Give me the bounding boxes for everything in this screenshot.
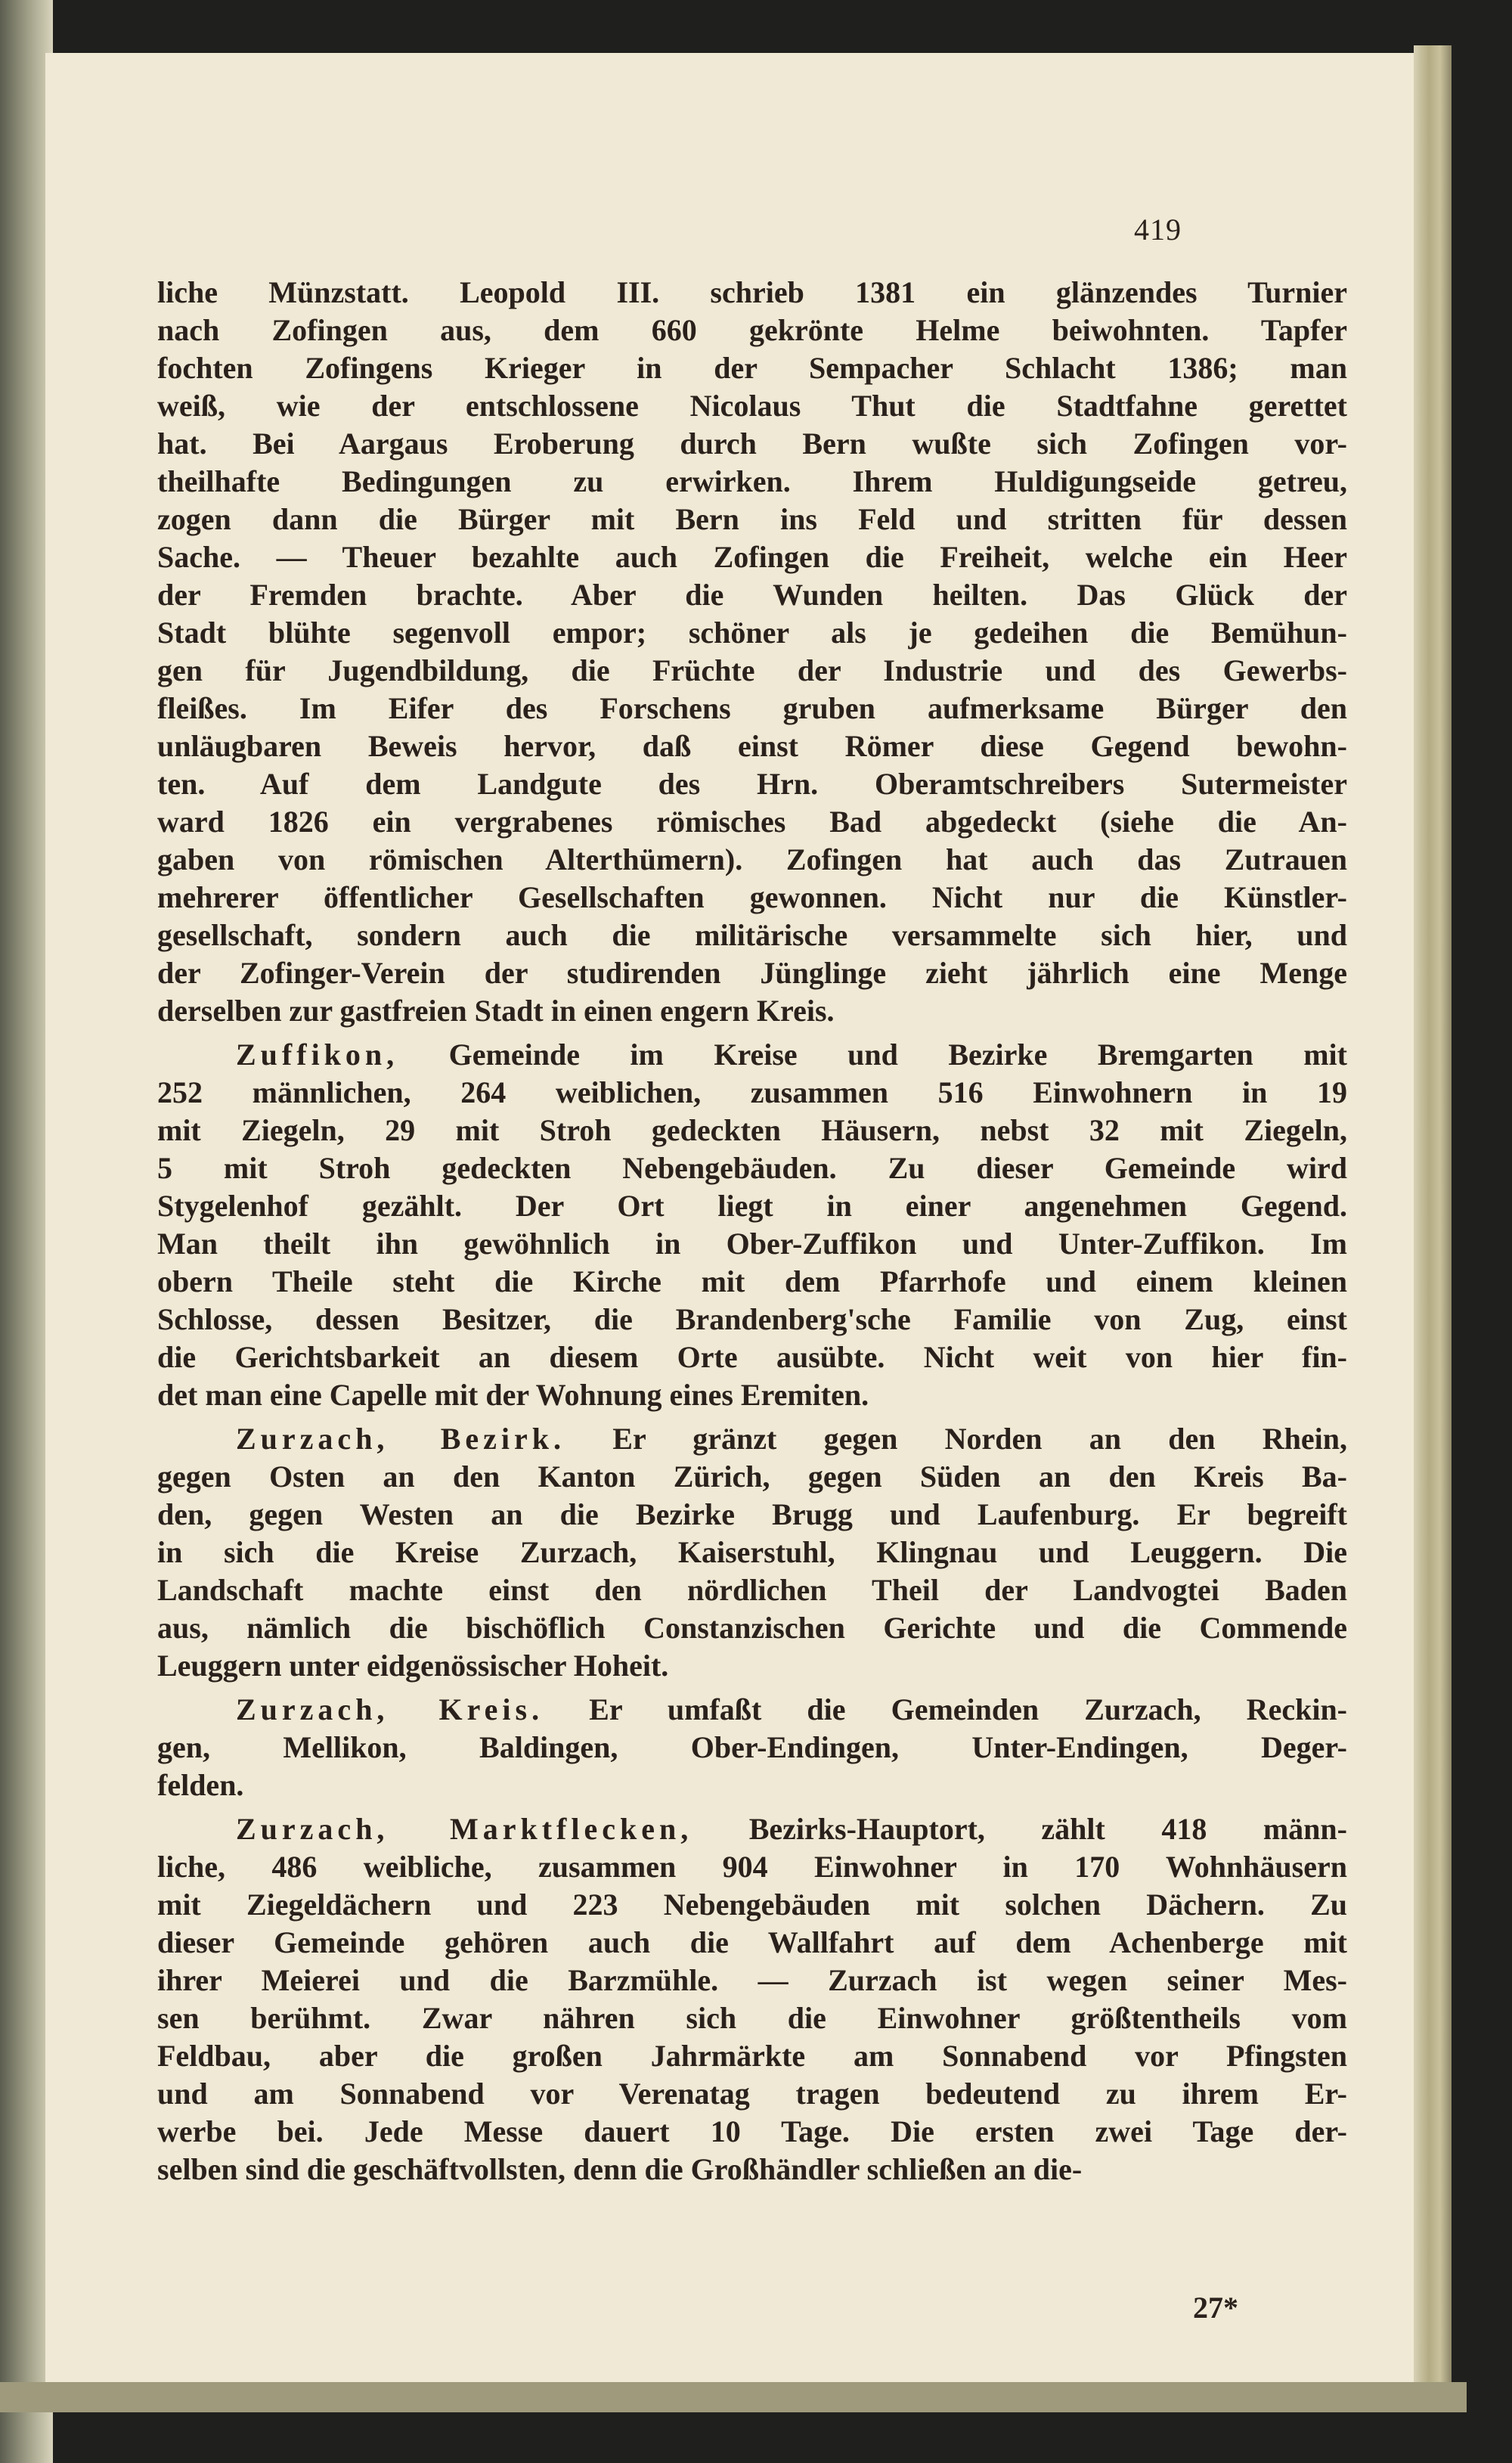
text-line (157, 274, 1347, 312)
line-text: der Fremden brachte. Aber die Wunden heilten. Das Glück der (157, 578, 1347, 612)
text-line (157, 765, 1347, 803)
line-text: unläugbaren Beweis hervor, daß einst Römer diese Gegend bewohn- (157, 729, 1347, 763)
line-text: die Gerichtsbarkeit an diesem Orte ausübte. Nicht weit von hier fin- (157, 1340, 1347, 1374)
line-text: liche Münzstatt. Leopold III. schrieb 1381 ein glänzendes Turnier (157, 275, 1347, 309)
entry-heading: Zurzach, Kreis. (236, 1692, 544, 1726)
line-text: werbe bei. Jede Messe dauert 10 Tage. Die ersten zwei Tage der- (157, 2114, 1347, 2148)
line-text: zogen dann die Bürger mit Bern ins Feld und stritten für dessen (157, 502, 1347, 536)
paragraph (157, 1691, 1347, 1804)
line-text: 252 männlichen, 264 weiblichen, zusammen 516 Einwohnern in 19 (157, 1075, 1347, 1109)
text-line (157, 803, 1347, 841)
text-line (157, 1691, 1347, 1729)
book-cover-edge (0, 2382, 1467, 2412)
entry-heading: Zurzach, Bezirk. (236, 1422, 565, 1456)
signature-mark: 27* (1193, 2291, 1238, 2325)
text-line (157, 1339, 1347, 1376)
text-line (157, 2037, 1347, 2075)
text-line (157, 1376, 1347, 1414)
entry-heading: Zuffikon, (236, 1038, 399, 1072)
text-line (157, 1609, 1347, 1647)
line-text: Bezirks-Hauptort, zählt 418 männ- (692, 1812, 1347, 1846)
text-line (157, 1729, 1347, 1767)
text-line (157, 1036, 1347, 1074)
line-text: felden. (157, 1768, 244, 1802)
text-line (157, 1074, 1347, 1112)
line-text: ward 1826 ein vergrabenes römisches Bad abgedeckt (siehe die An- (157, 805, 1347, 839)
text-line (157, 1301, 1347, 1339)
text-line (157, 1647, 1347, 1685)
line-text: nach Zofingen aus, dem 660 gekrönte Helme beiwohnten. Tapfer (157, 313, 1347, 347)
text-line (157, 576, 1347, 614)
line-text: gen für Jugendbildung, die Früchte der Industrie und des Gewerbs- (157, 653, 1347, 687)
line-text: fochten Zofingens Krieger in der Sempacher Schlacht 1386; man (157, 351, 1347, 385)
line-text: Leuggern unter eidgenössischer Hoheit. (157, 1649, 669, 1683)
line-text: selben sind die geschäftvollsten, denn die Großhändler schließen an die- (157, 2152, 1083, 2186)
line-text: derselben zur gastfreien Stadt in einen engern Kreis. (157, 994, 835, 1028)
line-text: theilhafte Bedingungen zu erwirken. Ihrem Huldigungseide getreu, (157, 464, 1347, 498)
line-text: den, gegen Westen an die Bezirke Brugg und Laufenburg. Er begreift (157, 1497, 1347, 1531)
page-edges (1414, 45, 1452, 2397)
text-line (157, 1886, 1347, 1924)
text-line (157, 879, 1347, 917)
text-line (157, 1962, 1347, 1999)
paragraph (157, 1810, 1347, 2188)
line-text: fleißes. Im Eifer des Forschens gruben aufmerksame Bürger den (157, 691, 1347, 725)
line-text: mit Ziegeldächern und 223 Nebengebäuden mit solchen Dächern. Zu (157, 1888, 1347, 1922)
text-line (157, 463, 1347, 501)
entry-heading: Zurzach, Marktflecken, (236, 1812, 693, 1846)
line-text: der Zofinger-Verein der studirenden Jünglinge zieht jährlich eine Menge (157, 956, 1347, 990)
text-line (157, 2151, 1347, 2188)
text-line (157, 2113, 1347, 2151)
text-line (157, 1534, 1347, 1571)
line-text: gen, Mellikon, Baldingen, Ober-Endingen, Unter-Endingen, Deger- (157, 1730, 1347, 1764)
text-line (157, 727, 1347, 765)
text-line (157, 1420, 1347, 1458)
text-line (157, 1571, 1347, 1609)
text-line (157, 1999, 1347, 2037)
body-text (157, 274, 1347, 2195)
paragraph (157, 274, 1347, 1030)
text-line (157, 690, 1347, 727)
line-text: Er gränzt gegen Norden an den Rhein, (565, 1422, 1347, 1456)
text-line (157, 1848, 1347, 1886)
text-line (157, 501, 1347, 538)
line-text: weiß, wie der entschlossene Nicolaus Thut die Stadtfahne gerettet (157, 389, 1347, 423)
text-line (157, 1187, 1347, 1225)
text-line (157, 917, 1347, 954)
line-text: sen berühmt. Zwar nähren sich die Einwohner größtentheils vom (157, 2001, 1347, 2035)
line-text: mit Ziegeln, 29 mit Stroh gedeckten Häusern, nebst 32 mit Ziegeln, (157, 1113, 1347, 1147)
line-text: obern Theile steht die Kirche mit dem Pfarrhofe und einem kleinen (157, 1264, 1347, 1298)
text-line (157, 841, 1347, 879)
line-text: Schlosse, dessen Besitzer, die Brandenberg'sche Familie von Zug, einst (157, 1302, 1347, 1336)
line-text: liche, 486 weibliche, zusammen 904 Einwohner in 170 Wohnhäusern (157, 1850, 1347, 1884)
line-text: Feldbau, aber die großen Jahrmärkte am Sonnabend vor Pfingsten (157, 2039, 1347, 2073)
text-line (157, 2075, 1347, 2113)
text-line (157, 1810, 1347, 1848)
text-line (157, 1149, 1347, 1187)
line-text: dieser Gemeinde gehören auch die Wallfahrt auf dem Achenberge mit (157, 1925, 1347, 1959)
text-line (157, 1263, 1347, 1301)
line-text: gegen Osten an den Kanton Zürich, gegen Süden an den Kreis Ba- (157, 1459, 1347, 1494)
line-text: Sache. — Theuer bezahlte auch Zofingen die Freiheit, welche ein Heer (157, 540, 1347, 574)
text-line (157, 1767, 1347, 1804)
text-line (157, 1496, 1347, 1534)
line-text: Man theilt ihn gewöhnlich in Ober-Zuffikon und Unter-Zuffikon. Im (157, 1227, 1347, 1261)
text-line (157, 1924, 1347, 1962)
line-text: Stygelenhof gezählt. Der Ort liegt in einer angenehmen Gegend. (157, 1189, 1347, 1223)
line-text: Stadt blühte segenvoll empor; schöner als je gedeihen die Bemühun- (157, 616, 1347, 650)
line-text: in sich die Kreise Zurzach, Kaiserstuhl, Klingnau und Leuggern. Die (157, 1535, 1347, 1569)
line-text: det man eine Capelle mit der Wohnung eines Eremiten. (157, 1378, 869, 1412)
line-text: gesellschaft, sondern auch die militärische versammelte sich hier, und (157, 918, 1347, 952)
line-text: ihrer Meierei und die Barzmühle. — Zurzach ist wegen seiner Mes- (157, 1963, 1347, 1997)
line-text: mehrerer öffentlicher Gesellschaften gewonnen. Nicht nur die Künstler- (157, 880, 1347, 914)
text-line (157, 652, 1347, 690)
line-text: gaben von römischen Alterthümern). Zofingen hat auch das Zutrauen (157, 842, 1347, 876)
line-text: hat. Bei Aargaus Eroberung durch Bern wußte sich Zofingen vor- (157, 427, 1347, 461)
paragraph (157, 1036, 1347, 1414)
line-text: Gemeinde im Kreise und Bezirke Bremgarten mit (398, 1038, 1347, 1072)
line-text: aus, nämlich die bischöflich Constanzischen Gerichte und die Commende (157, 1611, 1347, 1645)
text-line (157, 1458, 1347, 1496)
text-line (157, 614, 1347, 652)
text-line (157, 1112, 1347, 1149)
text-line (157, 1225, 1347, 1263)
paragraph (157, 1420, 1347, 1685)
text-line (157, 312, 1347, 349)
line-text: 5 mit Stroh gedeckten Nebengebäuden. Zu dieser Gemeinde wird (157, 1151, 1347, 1185)
text-line (157, 538, 1347, 576)
text-line (157, 992, 1347, 1030)
line-text: ten. Auf dem Landgute des Hrn. Oberamtschreibers Sutermeister (157, 767, 1347, 801)
page-number: 419 (1134, 212, 1182, 247)
text-line (157, 387, 1347, 425)
line-text: Landschaft machte einst den nördlichen Theil der Landvogtei Baden (157, 1573, 1347, 1607)
line-text: und am Sonnabend vor Verenatag tragen bedeutend zu ihrem Er- (157, 2077, 1347, 2111)
line-text: Er umfaßt die Gemeinden Zurzach, Reckin- (544, 1692, 1348, 1726)
text-line (157, 349, 1347, 387)
text-line (157, 954, 1347, 992)
text-line (157, 425, 1347, 463)
